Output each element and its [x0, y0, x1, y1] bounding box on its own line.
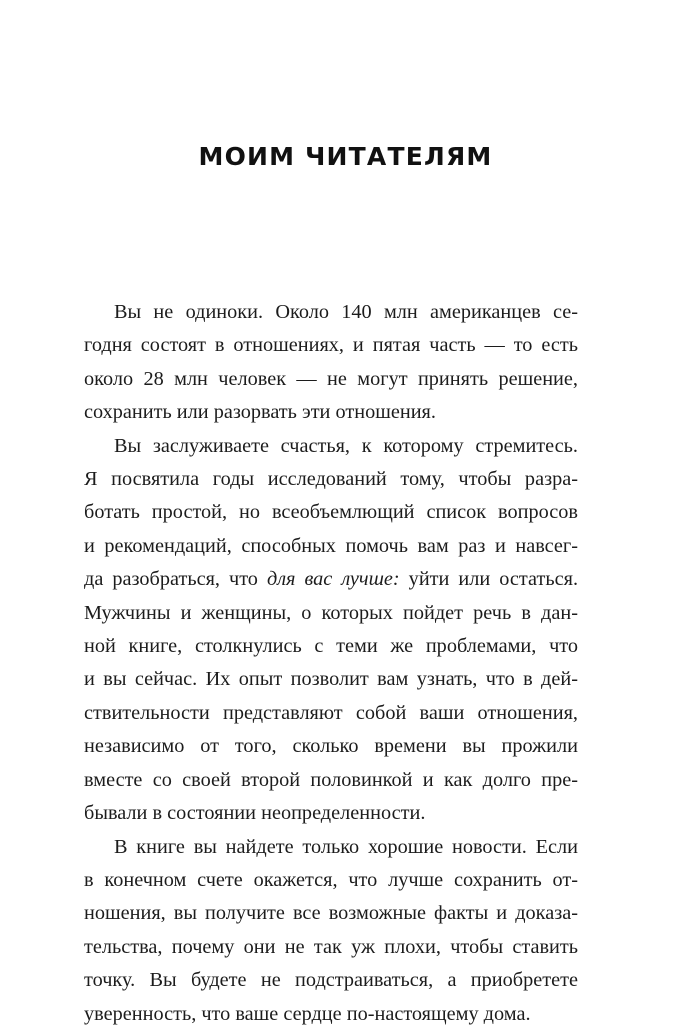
text-line: годня состоят в отношениях, и пятая часть — то есть	[84, 334, 578, 357]
text-line: тельства, почему они не так уж плохи, чтобы ставить	[84, 935, 578, 958]
text-line: Вы заслуживаете счастья, к которому стремитесь.	[114, 434, 578, 457]
text-line: Я посвятила годы исследований тому, чтобы разра-	[84, 468, 578, 491]
text-line: около 28 млн человек — не могут принять решение,	[84, 367, 578, 390]
text-line: Вы не одиноки. Около 140 млн американцев се-	[114, 301, 578, 323]
text-line: ной книге, столкнулись с теми же проблемами, что	[84, 635, 578, 658]
text-line: сохранить или разорвать эти отношения.	[84, 401, 436, 424]
paragraph-1	[84, 296, 578, 430]
text-fragment: да разобраться, что	[84, 568, 267, 591]
text-fragment: уйти или остаться.	[399, 568, 579, 591]
text-line: ботать простой, но всеобъемлющий список вопросов	[84, 501, 578, 524]
text-line: вместе со своей второй половинкой и как долго пре-	[84, 768, 578, 791]
text-line: в конечном счете окажется, что лучше сохранить от-	[84, 868, 578, 891]
text-line: В книге вы найдете только хорошие новости. Если	[114, 835, 578, 858]
text-line: точку. Вы будете не подстраиваться, а приобретете	[84, 969, 578, 992]
paragraph-3	[84, 831, 578, 1031]
italic-emphasis: для вас лучше:	[266, 568, 400, 591]
paragraph-2	[84, 430, 578, 831]
text-line: ношения, вы получите все возможные факты и доказа-	[84, 902, 578, 925]
page-title: МОИМ ЧИТАТЕЛЯМ	[198, 142, 493, 171]
text-line: Мужчины и женщины, о которых пойдет речь в дан-	[84, 601, 578, 624]
text-line: уверенность, что ваше сердце по-настоящему дома.	[84, 1002, 531, 1025]
text-line: и вы сейчас. Их опыт позволит вам узнать, что в дей-	[84, 668, 578, 691]
text-line: и рекомендаций, способных помочь вам раз и навсег-	[84, 534, 578, 557]
dedication-text	[84, 296, 578, 1031]
text-line: ствительности представляют собой ваши отношения,	[84, 701, 578, 724]
text-line: бывали в состоянии неопределенности.	[84, 802, 426, 825]
text-line-with-italic	[84, 563, 578, 596]
text-line: независимо от того, сколько времени вы прожили	[84, 735, 578, 758]
